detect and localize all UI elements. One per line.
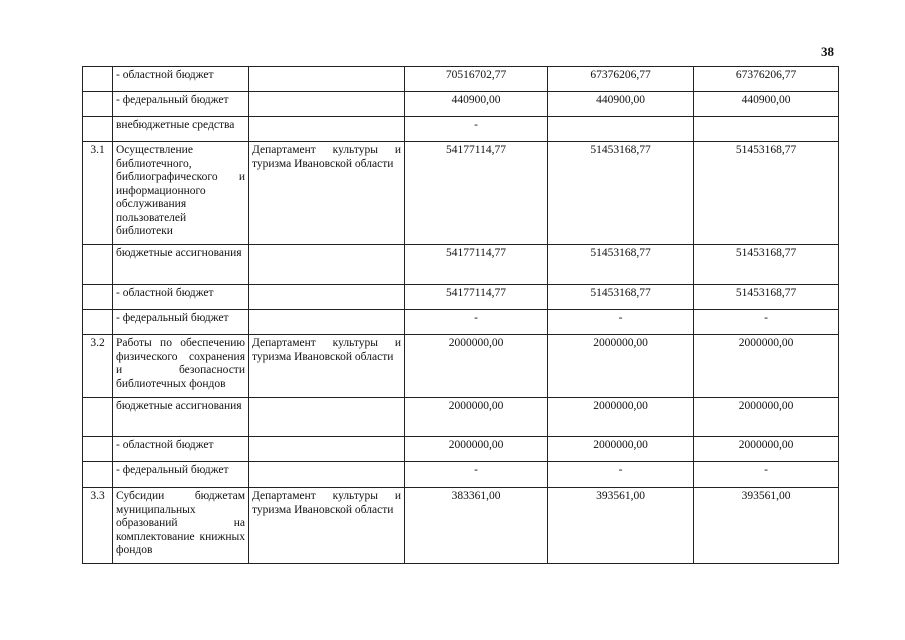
- table-row: [83, 462, 839, 488]
- item-name-cell: внебюджетные средства: [113, 117, 249, 142]
- item-name-cell: - федеральный бюджет: [113, 92, 249, 117]
- executor-cell: [249, 285, 405, 310]
- value-year3-cell: [694, 117, 839, 142]
- table-row: [83, 437, 839, 462]
- executor-cell: [249, 398, 405, 437]
- row-number-cell: 3.1: [83, 142, 113, 245]
- value-year3-cell: 51453168,77: [694, 142, 839, 245]
- value-year3-cell: 393561,00: [694, 488, 839, 564]
- value-year2-cell: 2000000,00: [548, 335, 694, 398]
- executor-cell: [249, 245, 405, 285]
- value-year1-cell: 383361,00: [405, 488, 548, 564]
- row-number-cell: [83, 92, 113, 117]
- table-row: [83, 335, 839, 398]
- executor-cell: [249, 92, 405, 117]
- row-number-cell: [83, 285, 113, 310]
- row-number-cell: [83, 310, 113, 335]
- executor-cell: [249, 117, 405, 142]
- value-year3-cell: 51453168,77: [694, 245, 839, 285]
- value-year1-cell: 54177114,77: [405, 142, 548, 245]
- value-year3-cell: 2000000,00: [694, 335, 839, 398]
- table-row: [83, 488, 839, 564]
- row-number-cell: [83, 117, 113, 142]
- value-year1-cell: 54177114,77: [405, 245, 548, 285]
- value-year1-cell: 70516702,77: [405, 67, 548, 92]
- value-year3-cell: 51453168,77: [694, 285, 839, 310]
- item-name-cell: Осуществление библиотечного, библиографического и информационного обслуживания пользователей библиотеки: [113, 142, 249, 245]
- value-year3-cell: -: [694, 462, 839, 488]
- value-year1-cell: 440900,00: [405, 92, 548, 117]
- value-year1-cell: -: [405, 310, 548, 335]
- executor-cell: [249, 462, 405, 488]
- value-year1-cell: 54177114,77: [405, 285, 548, 310]
- executor-cell: [249, 437, 405, 462]
- value-year1-cell: -: [405, 462, 548, 488]
- row-number-cell: 3.3: [83, 488, 113, 564]
- value-year2-cell: 440900,00: [548, 92, 694, 117]
- value-year2-cell: -: [548, 310, 694, 335]
- value-year2-cell: 2000000,00: [548, 437, 694, 462]
- value-year2-cell: 67376206,77: [548, 67, 694, 92]
- row-number-cell: [83, 245, 113, 285]
- table-row: [83, 245, 839, 285]
- value-year1-cell: -: [405, 117, 548, 142]
- page-number: 38: [821, 44, 834, 59]
- value-year2-cell: 51453168,77: [548, 245, 694, 285]
- value-year2-cell: 2000000,00: [548, 398, 694, 437]
- value-year2-cell: 51453168,77: [548, 285, 694, 310]
- value-year3-cell: 2000000,00: [694, 398, 839, 437]
- value-year1-cell: 2000000,00: [405, 398, 548, 437]
- executor-cell: Департамент культуры и туризма Ивановской области: [249, 335, 405, 398]
- value-year1-cell: 2000000,00: [405, 437, 548, 462]
- value-year3-cell: -: [694, 310, 839, 335]
- value-year2-cell: -: [548, 462, 694, 488]
- table-row: [83, 398, 839, 437]
- row-number-cell: [83, 437, 113, 462]
- value-year2-cell: 393561,00: [548, 488, 694, 564]
- item-name-cell: бюджетные ассигнования: [113, 245, 249, 285]
- item-name-cell: - областной бюджет: [113, 67, 249, 92]
- value-year3-cell: 440900,00: [694, 92, 839, 117]
- table-row: [83, 92, 839, 117]
- item-name-cell: - областной бюджет: [113, 437, 249, 462]
- table-row: [83, 67, 839, 92]
- executor-cell: [249, 67, 405, 92]
- row-number-cell: 3.2: [83, 335, 113, 398]
- row-number-cell: [83, 398, 113, 437]
- item-name-cell: Работы по обеспечению физического сохранения и безопасности библиотечных фондов: [113, 335, 249, 398]
- row-number-cell: [83, 67, 113, 92]
- value-year2-cell: [548, 117, 694, 142]
- executor-cell: [249, 310, 405, 335]
- table-row: [83, 310, 839, 335]
- table-row: [83, 117, 839, 142]
- item-name-cell: - федеральный бюджет: [113, 462, 249, 488]
- value-year1-cell: 2000000,00: [405, 335, 548, 398]
- value-year3-cell: 2000000,00: [694, 437, 839, 462]
- item-name-cell: бюджетные ассигнования: [113, 398, 249, 437]
- value-year2-cell: 51453168,77: [548, 142, 694, 245]
- item-name-cell: - федеральный бюджет: [113, 310, 249, 335]
- budget-table: [82, 66, 839, 564]
- executor-cell: Департамент культуры и туризма Ивановской области: [249, 488, 405, 564]
- table-row: [83, 285, 839, 310]
- item-name-cell: - областной бюджет: [113, 285, 249, 310]
- value-year3-cell: 67376206,77: [694, 67, 839, 92]
- table-row: [83, 142, 839, 245]
- item-name-cell: Субсидии бюджетам муниципальных образований на комплектование книжных фондов: [113, 488, 249, 564]
- executor-cell: Департамент культуры и туризма Ивановской области: [249, 142, 405, 245]
- row-number-cell: [83, 462, 113, 488]
